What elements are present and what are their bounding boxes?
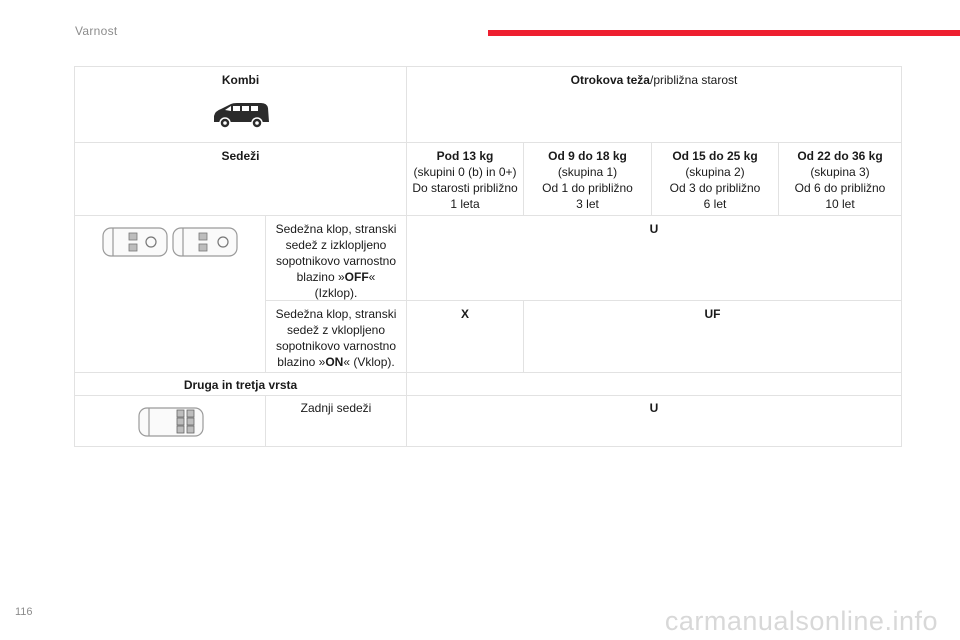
text-line (266, 354, 406, 370)
group-0-header (407, 148, 523, 212)
rear-seats-diagram (137, 404, 207, 445)
vehicle-label: Kombi (221, 73, 260, 87)
group-age: Od 3 do približno (669, 181, 761, 195)
row-airbag-on-label (266, 306, 406, 370)
row-airbag-off-label (266, 221, 406, 301)
group-title: Od 9 do 18 kg (548, 149, 627, 163)
text-part: blazino » (296, 270, 345, 284)
watermark: carmanualsonline.info (664, 606, 938, 636)
child-seat-table (74, 66, 902, 447)
text-line: sopotnikovo varnostno (275, 339, 397, 353)
group-3-header (779, 148, 901, 212)
group-title: Od 22 do 36 kg (797, 149, 883, 163)
section-title: Varnost (75, 24, 118, 38)
text-line: sopotnikovo varnostno (275, 254, 397, 268)
text-line: Sedežna klop, stranski (275, 222, 397, 236)
group-1-header (524, 148, 651, 212)
group-class: (skupina 1) (557, 165, 618, 179)
rear-seats-label: Zadnji sedeži (300, 401, 372, 415)
row-airbag-off-value: U (649, 222, 659, 236)
text-part: blazino » (277, 355, 326, 369)
group-title: Od 15 do 25 kg (672, 149, 758, 163)
rear-seats-value: U (649, 401, 659, 415)
group-age: Od 1 do približno (542, 181, 633, 195)
group-age: Od 6 do približno (794, 181, 886, 195)
weight-header-rest: /približna starost (649, 73, 738, 87)
group-class: (skupina 2) (685, 165, 745, 179)
group-age: Do starosti približno (412, 181, 518, 195)
group-title: Pod 13 kg (436, 149, 494, 163)
group-age-end: 1 leta (450, 197, 480, 211)
vehicle-header (75, 72, 406, 131)
group-2-header (652, 148, 778, 212)
text-part: « (368, 270, 376, 284)
group-age-end: 3 let (576, 197, 599, 211)
airbag-on-keyword: ON (325, 355, 344, 369)
van-icon (211, 101, 271, 131)
page-number: 116 (15, 606, 33, 618)
text-line: (Izklop). (314, 286, 358, 300)
row-airbag-on-value-others: UF (704, 307, 721, 321)
row-divider (75, 372, 901, 373)
text-part: « (Vklop). (343, 355, 395, 369)
airbag-off-keyword: OFF (344, 270, 369, 284)
group-class: (skupini 0 (b) in 0+) (413, 165, 517, 179)
second-third-row-label: Druga in tretja vrsta (183, 378, 298, 392)
weight-header (407, 72, 901, 88)
row-divider (75, 215, 901, 216)
text-line: sedež z izklopljeno (285, 238, 387, 252)
group-age-end: 6 let (703, 197, 727, 211)
text-line (266, 269, 406, 285)
col-divider (406, 372, 407, 395)
weight-header-bold: Otrokova teža (570, 73, 650, 87)
text-line: Sedežna klop, stranski (275, 307, 397, 321)
header-accent-bar (488, 30, 960, 36)
text-line: sedež z vklopljeno (286, 323, 386, 337)
group-age-end: 10 let (825, 197, 855, 211)
seats-label: Sedeži (221, 149, 260, 163)
group-class: (skupina 3) (810, 165, 870, 179)
row-divider (75, 395, 901, 396)
front-seat-airbag-off-diagram (101, 224, 241, 265)
col-divider (406, 215, 407, 372)
row-airbag-on-value-group0: X (460, 307, 469, 321)
